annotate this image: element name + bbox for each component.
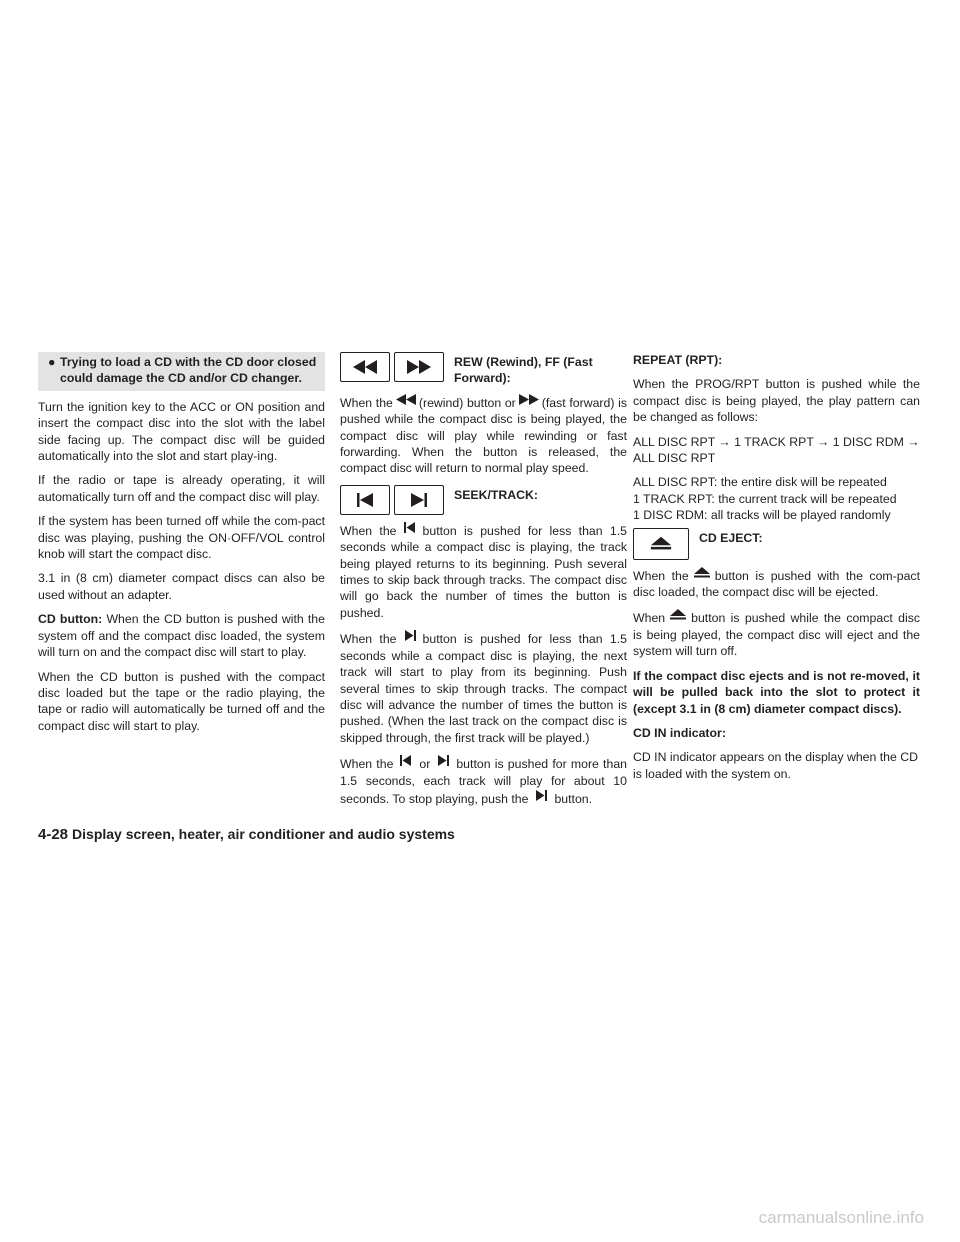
rew-ff-heading — [340, 352, 627, 387]
watermark: carmanualsonline.info — [758, 1208, 924, 1227]
page-number: 4-28 — [38, 826, 69, 843]
paragraph-cd-in: CD IN indicator appears on the display when the CD is loaded with the system on. — [633, 750, 919, 781]
previous-track-button-illustration — [340, 485, 390, 515]
eject-icon — [650, 536, 672, 551]
paragraph-insert-disc: Turn the ignition key to the ACC or ON position and insert the compact disc into the slot with the label side facing up. The compact disc will be guided automatically into the slot and start play-ing. — [38, 399, 325, 464]
warning-paragraph: If the compact disc ejects and is not re-moved, it will be pulled back into the slot to protect it (except 3.1 in (8 cm) diameter compact discs). — [633, 668, 920, 716]
text: button is pushed for less than 1.5 seconds while a compact disc is playing, the next track will start to play from its beginning. Push several times to skip through tracks. The compact disc will advance the number of times the button is pushed. (When the last track on the compact disc is skipped through, the first track will be played.) — [340, 632, 627, 745]
paragraph-seek-back — [340, 521, 627, 621]
paragraph-seek-forward — [340, 629, 627, 746]
repeat-mode-random: 1 DISC RDM: all tracks will be played randomly — [633, 508, 891, 523]
next-track-icon — [406, 493, 432, 507]
eject-icon — [665, 608, 691, 619]
previous-track-icon — [397, 521, 423, 532]
paragraph-repeat: When the PROG/RPT button is pushed while the compact disc is being played, the play pattern can be changed as follows: — [633, 377, 920, 425]
rewind-icon — [393, 393, 419, 404]
cd-eject-heading-text: CD EJECT: — [699, 530, 763, 545]
text: When the — [340, 757, 394, 772]
paragraph-cd-button-2: When the CD button is pushed with the compact disc loaded but the tape or the radio playing, the tape or radio will automatically be turned off and the compact disc will start to play. — [38, 669, 325, 733]
text: When the — [340, 523, 397, 538]
text: or — [419, 757, 431, 772]
repeat-heading: REPEAT (RPT): — [633, 353, 723, 367]
rew-ff-heading-text: REW (Rewind), FF (Fast Forward): — [454, 355, 593, 386]
text: When the — [340, 632, 397, 647]
next-track-button-illustration — [394, 485, 444, 515]
caution-text: Trying to load a CD with the CD door closed could damage the CD and/or CD changer. — [60, 355, 317, 386]
paragraph-resume: If the system has been turned off while the com-pact disc was playing, pushing the ON·OFF/VOL control knob will start the compact disc. — [38, 514, 325, 562]
caution-box — [38, 352, 325, 391]
column-2 — [340, 352, 627, 815]
fast-forward-icon — [516, 393, 542, 404]
cd-button-text: When the CD button is pushed with the system off and the compact disc loaded, the system will turn on and the compact disc will start to play. — [38, 612, 325, 660]
eject-icon — [689, 566, 715, 577]
paragraph-eject-2 — [633, 608, 920, 659]
page-footer — [38, 826, 455, 843]
text: When the — [633, 568, 689, 583]
text: button. — [554, 791, 593, 806]
text: When the — [340, 395, 393, 410]
previous-track-icon — [393, 754, 419, 765]
eject-button-illustration — [633, 528, 689, 560]
bullet: ● — [48, 355, 56, 369]
paragraph-auto-turn-off: If the radio or tape is already operating, it will automatically turn off and the compact disc will play. — [38, 473, 325, 504]
column-3 — [633, 352, 920, 790]
previous-track-icon — [352, 493, 378, 507]
paragraph-cd-button — [38, 611, 325, 660]
text: button is pushed while the compact disc is being played, the compact disc will eject and the system will turn off. — [633, 611, 920, 659]
text: button is pushed with the com-pact disc loaded, the compact disc will be ejected. — [633, 568, 921, 600]
text: button is pushed for less than 1.5 seconds while a compact disc is playing, the track being played returns to its beginning. Push several times to skip back through tracks. The compact disc will go back the number of times the button is pushed. — [340, 523, 627, 620]
text: button is pushed for more than 1.5 seconds, each track will play for about 10 seconds. To stop playing, push the — [340, 757, 627, 806]
cd-button-label: CD button: — [38, 612, 103, 627]
seek-track-heading — [340, 485, 627, 515]
text: (fast forward) is pushed while the compact disc is being played, the compact disc will play while rewinding or fast forwarding. When the button is released, the compact disc will return to normal play speed. — [340, 395, 627, 476]
column-1 — [38, 352, 325, 742]
repeat-modes — [633, 474, 920, 523]
next-track-icon — [528, 789, 554, 800]
text: When — [633, 611, 666, 626]
cd-eject-heading — [633, 528, 920, 560]
repeat-mode-track: 1 TRACK RPT: the current track will be repeated — [633, 491, 897, 506]
next-track-icon — [397, 629, 423, 640]
paragraph-rew-ff — [340, 393, 627, 477]
rewind-button-illustration — [340, 352, 390, 382]
fast-forward-button-illustration — [394, 352, 444, 382]
rewind-icon — [352, 360, 378, 374]
footer-title: Display screen, heater, air conditioner and audio systems — [72, 826, 455, 842]
text: (rewind) button or — [418, 395, 516, 410]
fast-forward-icon — [406, 360, 432, 374]
paragraph-small-disc: 3.1 in (8 cm) diameter compact discs can also be used without an adapter. — [38, 571, 325, 602]
cd-in-heading: CD IN indicator: — [633, 725, 726, 740]
next-track-icon — [430, 754, 456, 765]
paragraph-seek-scan — [340, 754, 627, 807]
repeat-mode-all: ALL DISC RPT: the entire disk will be repeated — [633, 475, 887, 490]
repeat-sequence: ALL DISC RPT → 1 TRACK RPT → 1 DISC RDM → ALL DISC RPT — [633, 434, 920, 466]
paragraph-eject-1 — [633, 566, 920, 601]
seek-track-heading-text: SEEK/TRACK: — [454, 487, 539, 502]
